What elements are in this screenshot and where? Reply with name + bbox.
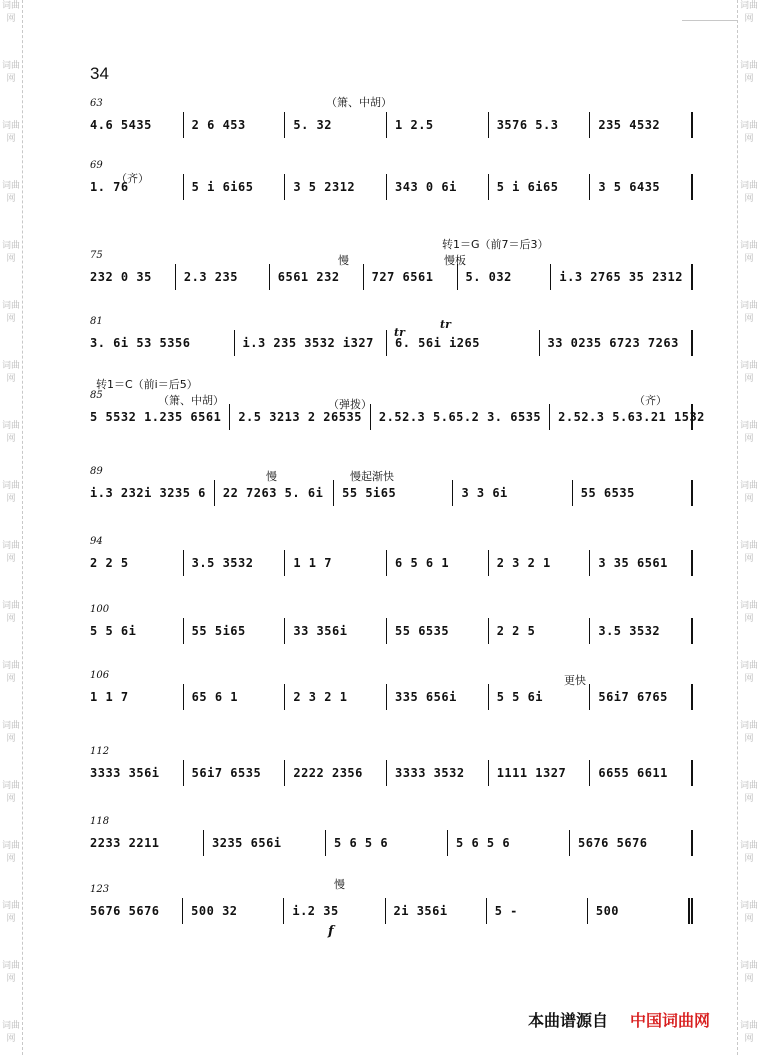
- watermark-text: 词曲网: [1, 1, 20, 24]
- watermark-text: 词曲网: [739, 721, 758, 744]
- notation-row: [88, 480, 693, 506]
- measure-notes: 2.52.3 5.65.2 3. 6535: [378, 410, 542, 424]
- measure: [175, 264, 269, 290]
- performance-annotation: 慢板: [444, 254, 466, 267]
- measure: [214, 480, 333, 506]
- measure-notes: 55 5i65: [191, 624, 246, 638]
- performance-annotation: 慢: [334, 878, 345, 891]
- measure: [88, 480, 214, 506]
- watermark-text: 词曲网: [739, 181, 758, 204]
- measure: [269, 264, 363, 290]
- measure: [452, 480, 571, 506]
- watermark-text: 词曲网: [1, 901, 20, 924]
- measure-notes: 55 5i65: [342, 486, 397, 500]
- measure-notes: 6561 232: [277, 270, 340, 284]
- watermark-text: 词曲网: [1, 781, 20, 804]
- watermark-text: 词曲网: [739, 1021, 758, 1044]
- measure-notes: 3333 356i: [90, 766, 160, 780]
- measure-notes: 55 6535: [580, 486, 635, 500]
- measure: [284, 618, 386, 644]
- measure-notes: 335 656i: [395, 690, 457, 704]
- watermark-text: 词曲网: [1, 841, 20, 864]
- score-system: [88, 746, 693, 806]
- measure: [370, 404, 549, 430]
- watermark-text: 词曲网: [1, 721, 20, 744]
- score-system: [88, 98, 693, 158]
- score-system: [88, 378, 705, 450]
- measure: [88, 404, 229, 430]
- watermark-text: 词曲网: [1, 61, 20, 84]
- performance-annotation: （齐）: [116, 172, 149, 185]
- notation-row: [88, 550, 693, 576]
- measure-notes: 3 3 6i: [461, 486, 508, 500]
- watermark-text: 词曲网: [1, 181, 20, 204]
- measure-notes: 3 5 6435: [598, 180, 661, 194]
- measure: [386, 330, 539, 356]
- measure-number: 118: [90, 816, 110, 827]
- source-credit: [528, 1008, 710, 1031]
- measure: [88, 830, 203, 856]
- measure: [488, 174, 590, 200]
- left-margin-strip: [0, 0, 23, 1055]
- measure: [589, 760, 691, 786]
- measure: [182, 898, 283, 924]
- measure: [283, 898, 384, 924]
- measure-notes: 6655 6611: [598, 766, 668, 780]
- measure-notes: 343 0 6i: [395, 180, 457, 194]
- measure-notes: 3576 5.3: [496, 118, 559, 132]
- measure-notes: 5 5 6i: [496, 690, 544, 704]
- watermark-text: 词曲网: [739, 301, 758, 324]
- measure-notes: 2 6 453: [191, 118, 246, 132]
- measure-notes: 33 356i: [293, 624, 348, 638]
- measure: [572, 480, 691, 506]
- performance-annotation: tr: [394, 326, 405, 339]
- measure: [333, 480, 452, 506]
- measure: [589, 684, 691, 710]
- score-system: [88, 238, 693, 310]
- performance-annotation: （弹拨）: [328, 398, 372, 411]
- measure-notes: 2 2 5: [90, 556, 129, 570]
- watermark-text: 词曲网: [739, 601, 758, 624]
- measure-notes: 5 6 5 6: [334, 836, 389, 850]
- right-margin-strip: [737, 0, 760, 1055]
- notation-row: [88, 618, 693, 644]
- measure-number: 100: [90, 604, 110, 615]
- measure: [386, 550, 488, 576]
- measure-number: 123: [90, 884, 110, 895]
- watermark-text: 词曲网: [1, 961, 20, 984]
- measure-number: 106: [90, 670, 110, 681]
- measure: [183, 618, 285, 644]
- measure-notes: 2.3 235: [183, 270, 238, 284]
- watermark-text: 词曲网: [1, 1021, 20, 1044]
- watermark-text: 词曲网: [1, 121, 20, 144]
- measure: [587, 898, 688, 924]
- measure-notes: 2.5 3213 2 26535: [238, 410, 362, 424]
- watermark-text: 词曲网: [739, 361, 758, 384]
- measure-notes: 232 0 35: [90, 270, 152, 284]
- performance-annotation: 转1＝C（前i＝后5）: [96, 378, 198, 391]
- measure: [284, 684, 386, 710]
- measure: [88, 264, 175, 290]
- measure: [589, 618, 691, 644]
- measure-notes: 33 0235 6723 7263: [547, 336, 679, 350]
- watermark-text: 词曲网: [1, 481, 20, 504]
- measure-number: 69: [90, 160, 103, 171]
- measure: [88, 112, 183, 138]
- measure-notes: 2.52.3 5.63.21 1532: [558, 410, 705, 424]
- notation-row: [88, 760, 693, 786]
- measure: [88, 618, 183, 644]
- notation-row: [88, 404, 705, 430]
- performance-annotation: （箫、中胡）: [158, 394, 224, 407]
- measure: [386, 760, 488, 786]
- measure-notes: 1. 76: [90, 180, 129, 194]
- watermark-text: 词曲网: [739, 1, 758, 24]
- measure-number: 112: [90, 746, 110, 757]
- measure-notes: 3235 656i: [212, 836, 282, 850]
- watermark-text: 词曲网: [739, 61, 758, 84]
- watermark-text: 词曲网: [739, 901, 758, 924]
- measure: [183, 684, 285, 710]
- measure-notes: 22 7263 5. 6i: [222, 486, 324, 500]
- measure: [447, 830, 569, 856]
- measure: [385, 898, 486, 924]
- measure-number: 63: [90, 98, 103, 109]
- measure-notes: 500 32: [191, 904, 238, 918]
- measure-notes: i.3 2765 35 2312: [559, 270, 683, 284]
- measure: [234, 330, 387, 356]
- measure: [88, 174, 183, 200]
- measure: [589, 112, 691, 138]
- measure-number: 85: [90, 390, 103, 401]
- measure-notes: 5 -: [494, 904, 518, 918]
- measure: [284, 550, 386, 576]
- measure-notes: 5 i 6i65: [191, 180, 254, 194]
- header-rule: [682, 20, 738, 21]
- notation-row: [88, 830, 693, 856]
- measure-notes: i.3 235 3532 i327: [242, 336, 374, 350]
- measure-notes: 5. 032: [465, 270, 512, 284]
- measure-notes: 3. 6i 53 5356: [90, 336, 191, 350]
- measure: [284, 174, 386, 200]
- measure: [183, 550, 285, 576]
- measure: [550, 264, 691, 290]
- measure: [457, 264, 551, 290]
- measure: [549, 404, 713, 430]
- measure-notes: 5676 5676: [578, 836, 648, 850]
- notation-row: [88, 112, 693, 138]
- measure: [386, 684, 488, 710]
- score-system: [88, 604, 693, 664]
- score-system: [88, 878, 693, 944]
- page-number: 34: [90, 64, 109, 83]
- measure-notes: 5 6 5 6: [456, 836, 511, 850]
- performance-annotation: （箫、中胡）: [326, 96, 392, 109]
- measure-notes: 1 2.5: [395, 118, 434, 132]
- measure-notes: 727 6561: [371, 270, 434, 284]
- score-system: [88, 816, 693, 876]
- measure-notes: 55 6535: [395, 624, 450, 638]
- measure: [488, 618, 590, 644]
- measure-notes: 2i 356i: [393, 904, 448, 918]
- measure-notes: i.3 232i 3235 6: [90, 486, 206, 500]
- measure: [88, 684, 183, 710]
- measure-notes: 5 5 6i: [90, 624, 137, 638]
- source-label: 本曲谱源自: [528, 1011, 609, 1030]
- performance-annotation: 更快: [564, 674, 586, 687]
- notation-row: [88, 174, 693, 200]
- watermark-text: 词曲网: [1, 421, 20, 444]
- score-system: [88, 670, 693, 730]
- measure: [88, 898, 182, 924]
- performance-annotation: tr: [440, 318, 451, 331]
- watermark-text: 词曲网: [1, 661, 20, 684]
- watermark-text: 词曲网: [739, 541, 758, 564]
- measure: [284, 760, 386, 786]
- score-system: [88, 536, 693, 596]
- measure: [488, 684, 590, 710]
- measure-number: 94: [90, 536, 103, 547]
- measure: [183, 174, 285, 200]
- measure: [88, 760, 183, 786]
- measure-notes: 3 5 2312: [293, 180, 356, 194]
- measure-notes: 6 5 6 1: [395, 556, 450, 570]
- measure-notes: 2 3 2 1: [293, 690, 348, 704]
- measure-number: 81: [90, 316, 103, 327]
- watermark-text: 词曲网: [739, 421, 758, 444]
- measure-notes: 3.5 3532: [191, 556, 254, 570]
- measure: [488, 550, 590, 576]
- score-system: [88, 466, 693, 526]
- watermark-text: 词曲网: [739, 661, 758, 684]
- measure: [284, 112, 386, 138]
- measure-notes: 5. 32: [293, 118, 332, 132]
- measure-notes: 1 1 7: [90, 690, 129, 704]
- measure-notes: 56i7 6765: [598, 690, 668, 704]
- watermark-text: 词曲网: [739, 481, 758, 504]
- measure-notes: 2 3 2 1: [496, 556, 551, 570]
- measure-notes: 3.5 3532: [598, 624, 661, 638]
- measure: [488, 760, 590, 786]
- measure: [589, 550, 691, 576]
- measure: [539, 330, 692, 356]
- measure-notes: 2233 2211: [90, 836, 160, 850]
- measure-notes: 500: [595, 904, 620, 918]
- measure-notes: 56i7 6535: [191, 766, 262, 780]
- watermark-text: 词曲网: [1, 361, 20, 384]
- measure: [183, 760, 285, 786]
- measure: [486, 898, 587, 924]
- measure: [203, 830, 325, 856]
- measure-number: 75: [90, 250, 103, 261]
- measure: [229, 404, 370, 430]
- watermark-text: 词曲网: [739, 781, 758, 804]
- performance-annotation: 慢: [338, 254, 349, 267]
- performance-annotation: 慢起渐快: [350, 470, 394, 483]
- watermark-text: 词曲网: [1, 241, 20, 264]
- measure-notes: 5 5532 1.235 6561: [90, 410, 222, 424]
- score-system: [88, 160, 693, 220]
- watermark-text: 词曲网: [1, 301, 20, 324]
- measure-notes: 5676 5676: [90, 904, 160, 918]
- performance-annotation: f: [328, 924, 334, 939]
- watermark-text: 词曲网: [739, 241, 758, 264]
- watermark-text: 词曲网: [1, 541, 20, 564]
- watermark-text: 词曲网: [739, 121, 758, 144]
- measure: [386, 174, 488, 200]
- notation-row: [88, 684, 693, 710]
- watermark-text: 词曲网: [739, 961, 758, 984]
- site-name-link[interactable]: 中国词曲网: [630, 1011, 711, 1030]
- notation-row: [88, 264, 693, 290]
- notation-row: [88, 330, 693, 356]
- measure-number: 89: [90, 466, 103, 477]
- watermark-text: 词曲网: [739, 841, 758, 864]
- measure-notes: 65 6 1: [191, 690, 239, 704]
- measure-notes: 4.6 5435: [90, 118, 152, 132]
- measure: [325, 830, 447, 856]
- measure: [88, 330, 234, 356]
- measure-notes: 5 i 6i65: [496, 180, 559, 194]
- performance-annotation: 转1＝G（前7＝后3）: [442, 238, 549, 251]
- measure: [386, 618, 488, 644]
- performance-annotation: 慢: [266, 470, 277, 483]
- measure-notes: i.2 35: [292, 904, 339, 918]
- measure-notes: 1 1 7: [293, 556, 332, 570]
- watermark-text: 词曲网: [1, 601, 20, 624]
- measure-notes: 3333 3532: [395, 766, 465, 780]
- measure: [88, 550, 183, 576]
- measure-notes: 1111 1327: [496, 766, 567, 780]
- measure-notes: 3 35 6561: [598, 556, 668, 570]
- score-system: [88, 316, 693, 376]
- performance-annotation: （齐）: [634, 394, 667, 407]
- measure: [589, 174, 691, 200]
- measure-notes: 2 2 5: [496, 624, 536, 638]
- measure-notes: 2222 2356: [293, 766, 363, 780]
- measure: [569, 830, 691, 856]
- measure-notes: 6. 56i i265: [395, 336, 480, 350]
- measure: [488, 112, 590, 138]
- measure: [363, 264, 457, 290]
- measure-notes: 235 4532: [598, 118, 661, 132]
- measure: [183, 112, 285, 138]
- measure: [386, 112, 488, 138]
- notation-row: [88, 898, 693, 924]
